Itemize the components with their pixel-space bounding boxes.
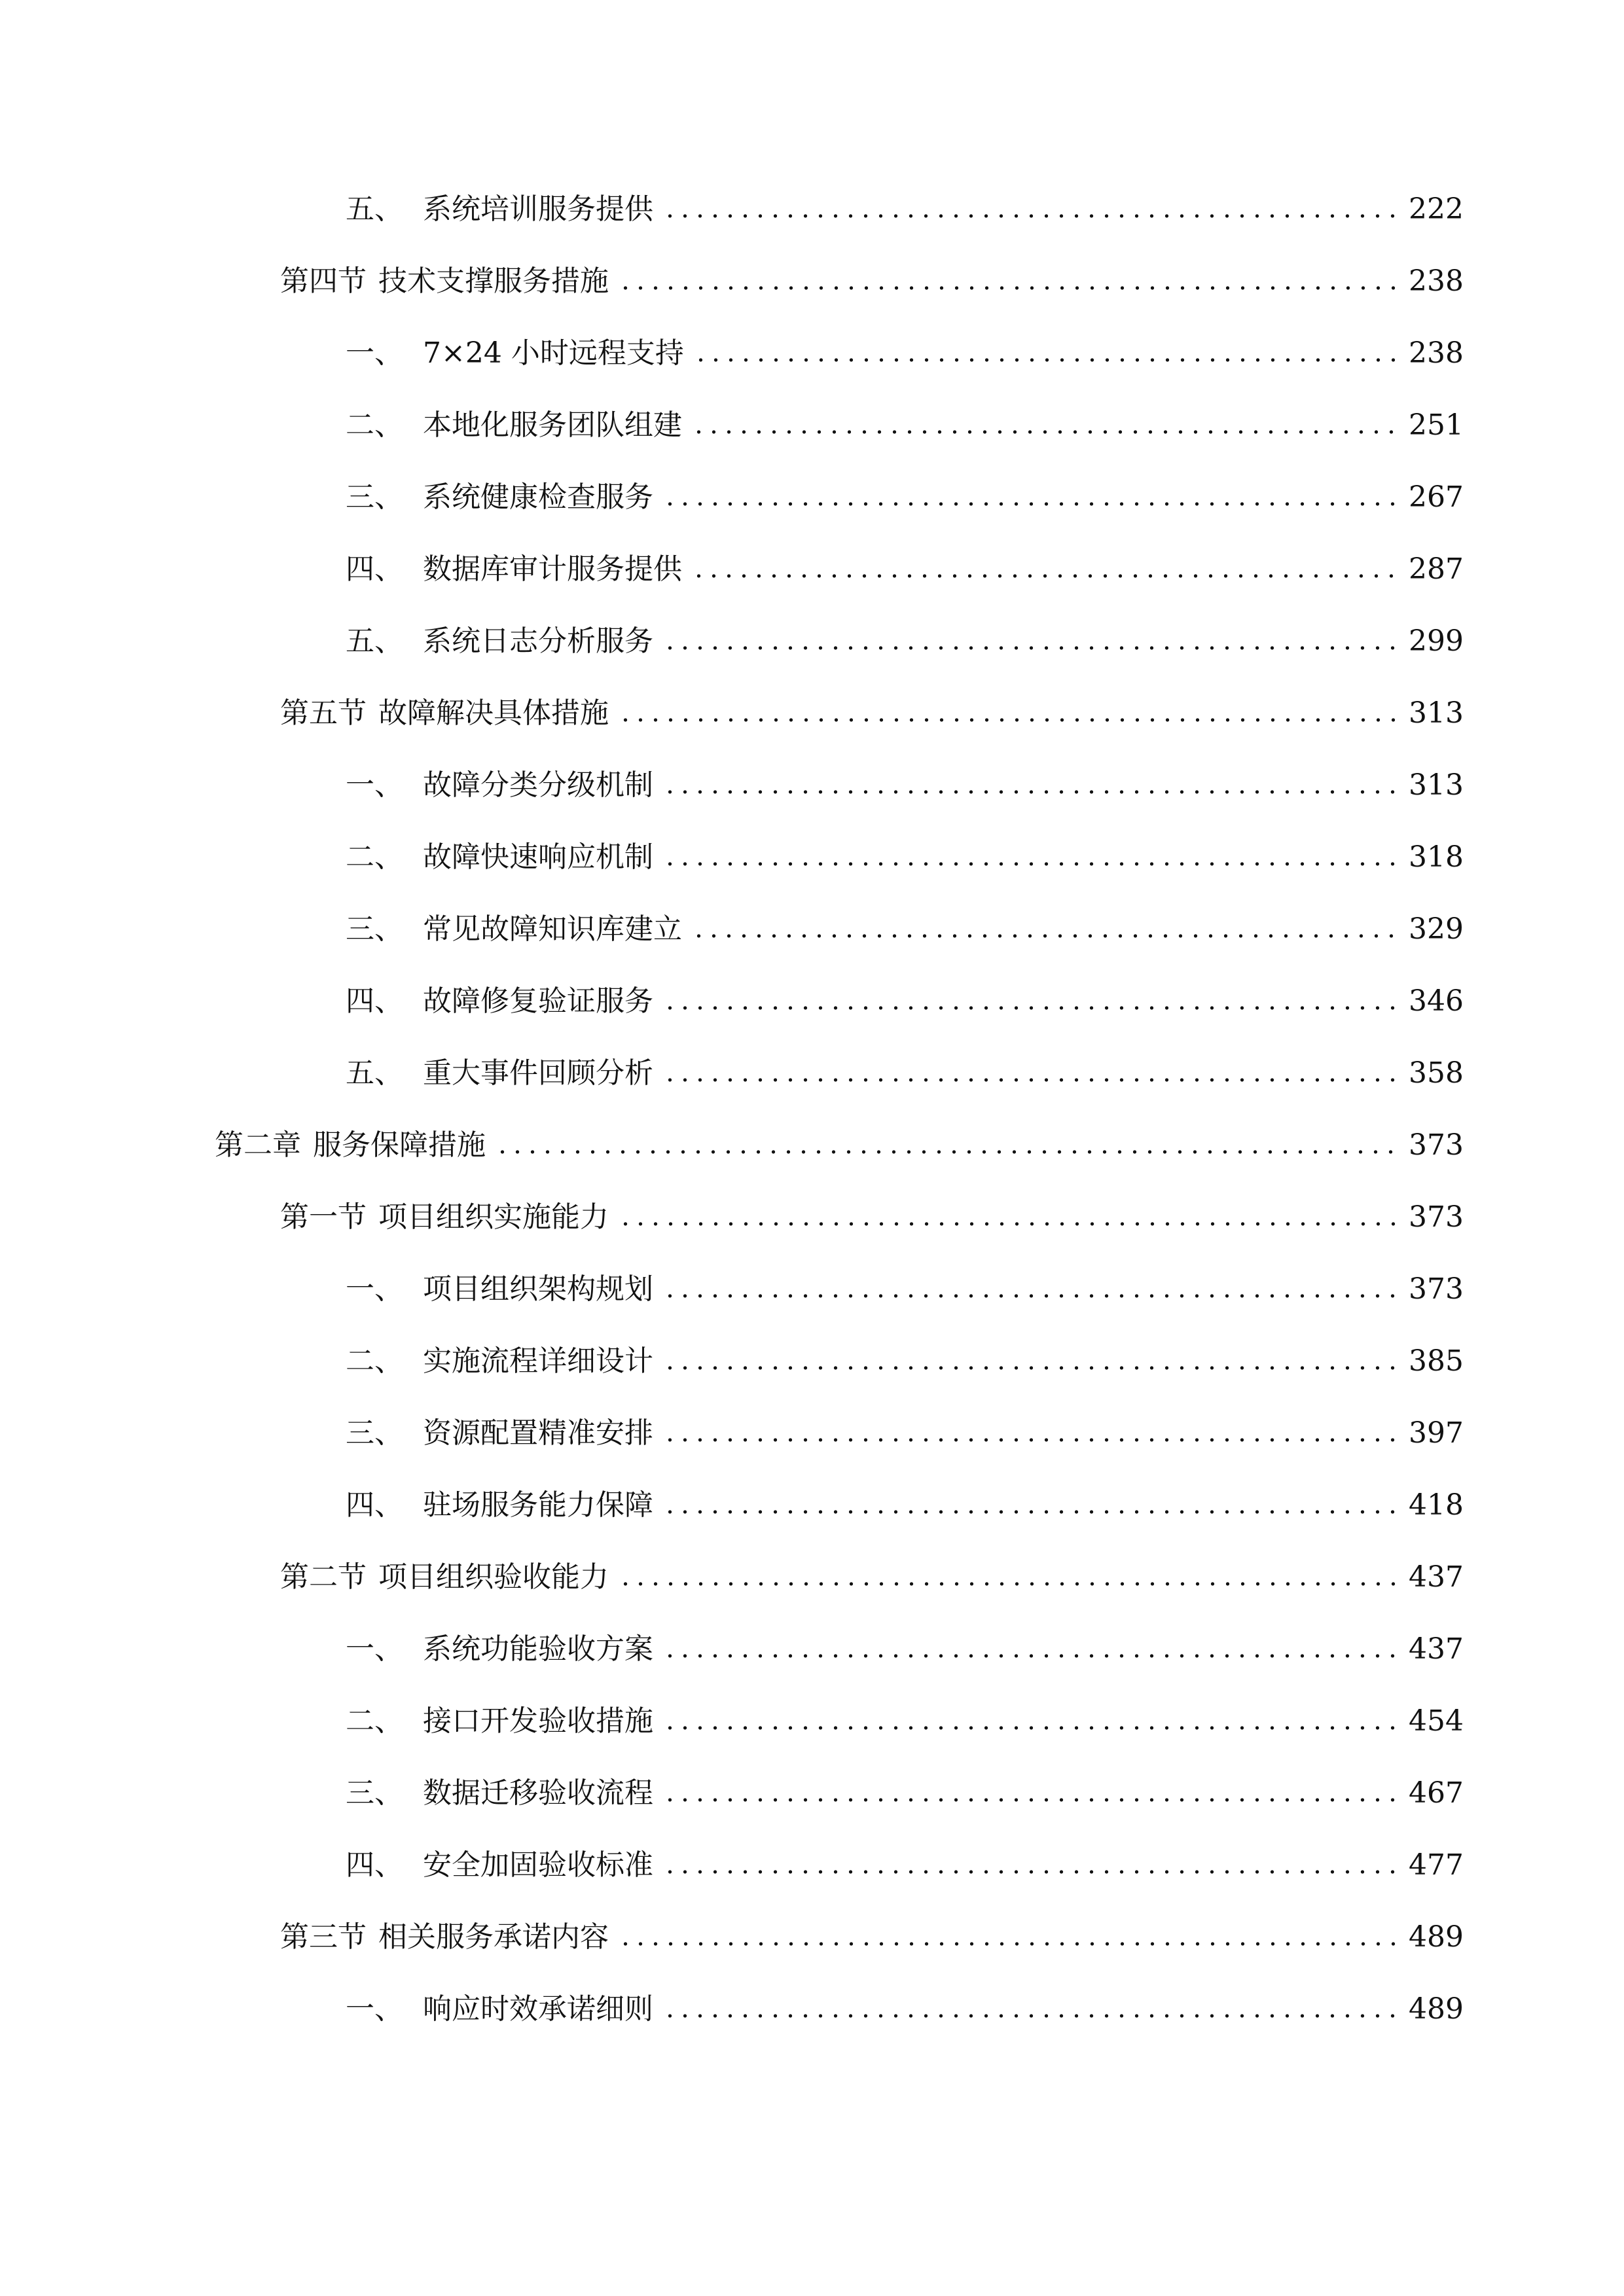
toc-entry-title: 系统日志分析服务 [423,624,653,658]
toc-entry-number: 一、 [346,1272,403,1306]
toc-entry-number: 第四节 [280,264,367,298]
toc-entry-title: 故障分类分级机制 [423,768,653,802]
dot-leader [691,933,1399,939]
dot-leader [662,861,1399,867]
toc-entry-number: 四、 [346,1488,403,1522]
dot-leader [495,1149,1399,1155]
toc-entry-page: 373 [1409,1272,1464,1306]
toc-entry-title: 常见故障知识库建立 [423,912,682,946]
toc-entry-number: 五、 [346,1056,403,1090]
toc-entry[interactable] [280,1897,1464,1952]
toc-entry-number: 一、 [346,1632,403,1666]
dot-leader [662,1005,1399,1011]
dot-leader [662,501,1399,507]
toc-entry-number: 第五节 [280,696,367,730]
toc-entry-number: 二、 [346,840,403,874]
toc-entry-number: 三、 [346,1776,403,1810]
toc-entry-page: 267 [1409,480,1464,514]
dot-leader [662,1869,1399,1874]
dot-leader [662,213,1399,219]
toc-entry[interactable] [280,241,1464,296]
toc-entry-page: 238 [1409,264,1464,298]
toc-entry[interactable] [346,1465,1464,1520]
toc-entry-page: 489 [1409,1992,1464,2026]
dot-leader [662,645,1399,651]
toc-entry-page: 287 [1409,552,1464,586]
toc-entry[interactable] [346,1753,1464,1808]
toc-entry-title: 服务保障措施 [313,1128,486,1162]
dot-leader [662,1293,1399,1299]
toc-entry-title: 本地化服务团队组建 [423,408,682,442]
dot-leader [618,285,1399,291]
toc-entry-title: 故障快速响应机制 [423,840,653,874]
toc-entry[interactable] [280,673,1464,728]
dot-leader [618,1221,1399,1227]
toc-entry[interactable] [346,601,1464,656]
dot-leader [618,1581,1399,1587]
toc-entry-page: 467 [1409,1776,1464,1810]
toc-entry[interactable] [346,1825,1464,1880]
toc-entry-title: 数据库审计服务提供 [423,552,682,586]
toc-entry-number: 三、 [346,912,403,946]
dot-leader [662,1365,1399,1371]
toc-entry[interactable] [346,1249,1464,1304]
dot-leader [691,573,1399,579]
toc-entry-page: 329 [1409,912,1464,946]
dot-leader [618,717,1399,723]
toc-entry-page: 373 [1409,1200,1464,1234]
dot-leader [662,789,1399,795]
toc-entry-number: 第二章 [215,1128,301,1162]
toc-entry-title: 故障解决具体措施 [378,696,609,730]
toc-entry-number: 一、 [346,336,403,370]
toc-entry[interactable] [346,1681,1464,1736]
toc-entry[interactable] [346,457,1464,512]
toc-entry-title: 系统功能验收方案 [423,1632,653,1666]
toc-entry[interactable] [280,1177,1464,1232]
toc-entry-page: 477 [1409,1848,1464,1882]
dot-leader [691,429,1399,435]
toc-entry-number: 二、 [346,408,403,442]
toc-entry[interactable] [346,1969,1464,2024]
toc-entry-number: 一、 [346,1992,403,2026]
toc-entry-page: 238 [1409,336,1464,370]
toc-entry-title: 接口开发验收措施 [423,1704,653,1738]
toc-entry[interactable] [346,1393,1464,1448]
toc-entry-title: 技术支撑服务措施 [378,264,609,298]
toc-entry-page: 418 [1409,1488,1464,1522]
toc-entry-page: 222 [1409,192,1464,226]
toc-entry[interactable] [346,1033,1464,1088]
toc-entry-page: 358 [1409,1056,1464,1090]
toc-entry-title: 相关服务承诺内容 [378,1920,609,1954]
toc-entry-number: 四、 [346,552,403,586]
toc-entry-number: 第三节 [280,1920,367,1954]
dot-leader [662,1509,1399,1515]
toc-entry-title: 响应时效承诺细则 [423,1992,653,2026]
toc-entry-number: 第一节 [280,1200,367,1234]
toc-entry-number: 一、 [346,768,403,802]
toc-entry-page: 313 [1409,768,1464,802]
toc-entry-number: 四、 [346,984,403,1018]
toc-entry-title: 项目组织验收能力 [378,1560,609,1594]
toc-entry-number: 二、 [346,1704,403,1738]
toc-entry[interactable] [346,817,1464,872]
toc-entry[interactable] [215,1105,1464,1160]
toc-entry-number: 三、 [346,1416,403,1450]
toc-entry[interactable] [346,529,1464,584]
toc-entry-page: 489 [1409,1920,1464,1954]
toc-entry-number: 五、 [346,624,403,658]
dot-leader [662,1725,1399,1731]
toc-entry-title: 重大事件回顾分析 [423,1056,653,1090]
toc-entry[interactable] [280,1537,1464,1592]
toc-entry-title: 资源配置精准安排 [423,1416,653,1450]
toc-entry-title: 数据迁移验收流程 [423,1776,653,1810]
toc-entry-page: 318 [1409,840,1464,874]
toc-entry[interactable] [346,961,1464,1016]
toc-entry-title: 实施流程详细设计 [423,1344,653,1378]
toc-entry-page: 437 [1409,1560,1464,1594]
toc-entry-number: 四、 [346,1848,403,1882]
toc-entry-page: 373 [1409,1128,1464,1162]
dot-leader [662,2013,1399,2018]
toc-entry-title: 项目组织实施能力 [378,1200,609,1234]
toc-entry[interactable] [346,1321,1464,1376]
toc-entry[interactable] [346,889,1464,944]
toc-entry[interactable] [346,385,1464,440]
toc-entry[interactable] [346,313,1464,368]
toc-entry-number: 二、 [346,1344,403,1378]
toc-entry-number: 三、 [346,480,403,514]
toc-entry-number: 五、 [346,192,403,226]
toc-entry-page: 385 [1409,1344,1464,1378]
dot-leader [662,1077,1399,1083]
toc-entry-title: 故障修复验证服务 [423,984,653,1018]
dot-leader [662,1653,1399,1659]
toc-entry-page: 346 [1409,984,1464,1018]
toc-entry-number: 第二节 [280,1560,367,1594]
dot-leader [662,1437,1399,1443]
toc-entry-page: 299 [1409,624,1464,658]
toc-entry-title: 系统健康检查服务 [423,480,653,514]
toc-entry-page: 397 [1409,1416,1464,1450]
toc-entry[interactable] [346,745,1464,800]
toc-entry-title: 7×24 小时远程支持 [423,336,684,370]
dot-leader [662,1797,1399,1803]
toc-entry-page: 454 [1409,1704,1464,1738]
toc-entry-title: 安全加固验收标准 [423,1848,653,1882]
dot-leader [693,357,1399,363]
toc-entry[interactable] [346,169,1464,224]
toc-entry-title: 驻场服务能力保障 [423,1488,653,1522]
toc-entry-title: 项目组织架构规划 [423,1272,653,1306]
toc-entry-page: 251 [1409,408,1464,442]
toc-entry-page: 437 [1409,1632,1464,1666]
toc-entry[interactable] [346,1609,1464,1664]
toc-entry-title: 系统培训服务提供 [423,192,653,226]
toc-entry-page: 313 [1409,696,1464,730]
dot-leader [618,1941,1399,1946]
